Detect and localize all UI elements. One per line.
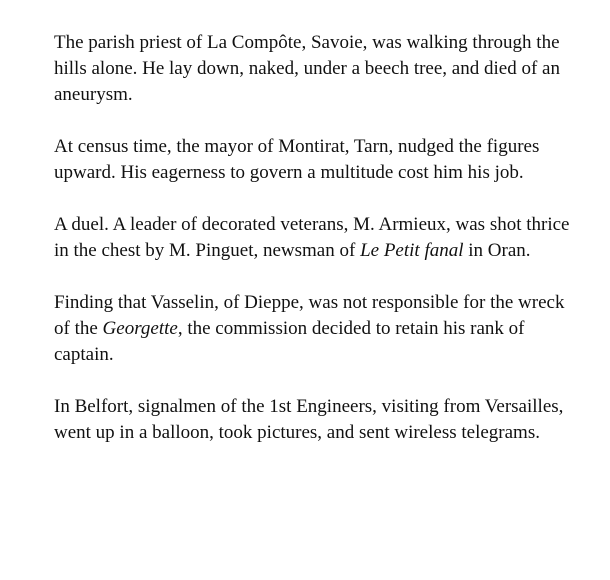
newspaper-title: Le Petit fanal [360,240,464,261]
ship-name: Georgette [102,318,178,339]
news-item-mayor [54,134,574,186]
news-item-balloon-text: In Belfort, signalmen of the 1st Engineers, visiting from Versailles, went up in a balloon, took pictures, and sent wireless telegrams. [54,396,564,443]
news-item-duel [54,212,574,264]
news-item-balloon [54,394,574,446]
news-item-wreck-text-after: , the commission decided to retain his rank of captain. [54,318,525,365]
news-item-priest-text: The parish priest of La Compôte, Savoie, was walking through the hills alone. He lay down, naked, under a beech tree, and died of an aneurysm. [54,32,560,105]
news-item-mayor-text: At census time, the mayor of Montirat, Tarn, nudged the figures upward. His eagerness to govern a multitude cost him his job. [54,136,540,183]
news-item-wreck [54,290,574,368]
news-item-priest [54,30,574,108]
news-item-duel-text-before: A duel. A leader of decorated veterans, M. Armieux, was shot thrice in the chest by M. Pinguet, newsman of [54,214,570,261]
news-item-duel-text-after: in Oran. [463,240,531,261]
news-item-wreck-text-before: Finding that Vasselin, of Dieppe, was not responsible for the wreck of the [54,292,565,339]
news-items-text [54,30,574,446]
